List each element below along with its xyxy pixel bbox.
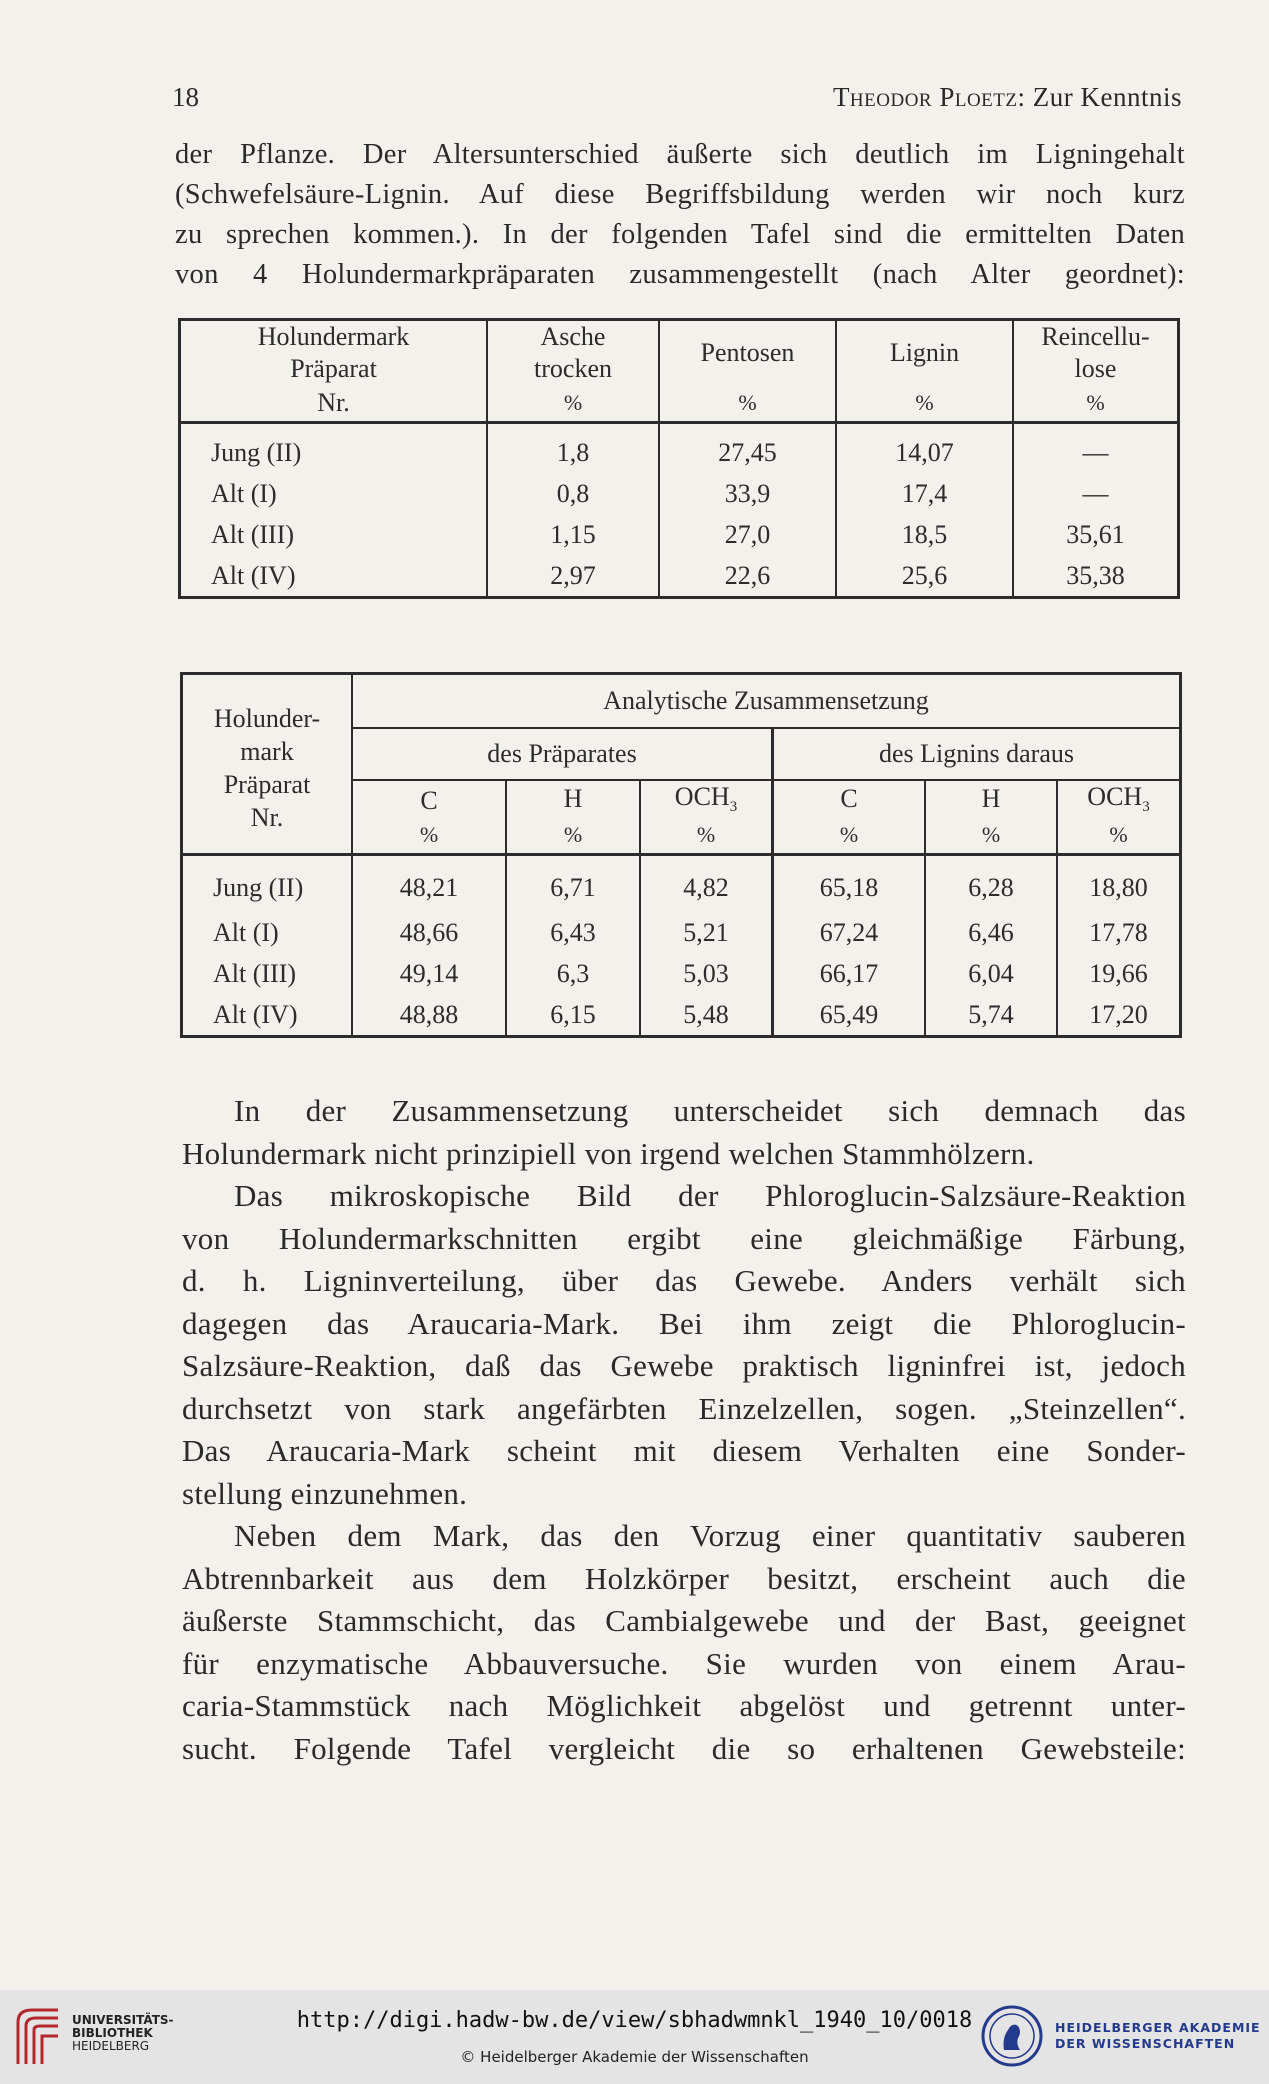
header-text: lose <box>1074 354 1117 383</box>
cell: 67,24 <box>773 912 926 953</box>
table-ash-pentosan-lignin <box>178 318 1180 599</box>
col-h-lignin: H <box>925 780 1057 817</box>
text-line: Das Araucaria-Mark scheint mit diesem Verhalten eine Sonder- <box>182 1433 1186 1468</box>
cell: 4,82 <box>640 855 773 913</box>
cell: 19,66 <box>1057 953 1181 994</box>
table-elemental-analysis <box>180 672 1182 1038</box>
text-line: der Pflanze. Der Altersunterschied äußerte sich deutlich im Ligningehalt <box>175 139 1185 170</box>
cell: 6,15 <box>506 994 640 1037</box>
group-header-analysis: Analytische Zusammensetzung <box>352 674 1181 729</box>
cell: 22,6 <box>659 555 836 598</box>
text-line: durchsetzt von stark angefärbten Einzelzellen, sogen. „Steinzellen“. <box>182 1390 1186 1426</box>
cell: 17,4 <box>836 473 1013 514</box>
cell: — <box>1013 473 1179 514</box>
text-line: stellung einzunehmen. <box>182 1475 468 1511</box>
table-row <box>182 855 1181 913</box>
ub-line: UNIVERSITÄTS- <box>72 2013 174 2027</box>
row-label: Alt (III) <box>211 519 295 549</box>
table-row <box>180 514 1179 555</box>
cell: 5,03 <box>640 953 773 994</box>
header-text: Asche <box>540 322 606 351</box>
col-c: C <box>352 780 506 817</box>
text-line: dagegen das Araucaria-Mark. Bei ihm zeigt die Phloroglucin- <box>182 1305 1186 1341</box>
cell: 27,45 <box>659 423 836 474</box>
cell: 18,5 <box>836 514 1013 555</box>
row-label: Alt (I) <box>211 478 277 508</box>
text-line: Abtrennbarkeit aus dem Holzkörper besitzt, erscheint auch die <box>182 1560 1186 1596</box>
header-text: Holundermark <box>257 322 410 351</box>
cell: 18,80 <box>1057 855 1181 913</box>
cell: 5,21 <box>640 912 773 953</box>
col-header-lignin: Lignin <box>836 320 1013 386</box>
cell: 6,71 <box>506 855 640 913</box>
cell: 66,17 <box>773 953 926 994</box>
hak-line: HEIDELBERGER AKADEMIE <box>1055 2020 1261 2035</box>
cell: 35,61 <box>1013 514 1179 555</box>
cell: 65,18 <box>773 855 926 913</box>
text-line: Salzsäure-Reaktion, daß das Gewebe praktisch ligninfrei ist, jedoch <box>182 1348 1186 1383</box>
academy-name <box>1055 2020 1261 2052</box>
col-header-preparation <box>182 674 353 855</box>
text-line: sucht. Folgende Tafel vergleicht die so erhaltenen Gewebsteile: <box>182 1730 1186 1766</box>
text-line: zu sprechen kommen.). In der folgenden Tafel sind die ermittelten Daten <box>175 219 1185 250</box>
unit-percent: % <box>925 817 1057 855</box>
cell: 0,8 <box>487 473 659 514</box>
row-label: Alt (III) <box>213 958 297 988</box>
cell: 25,6 <box>836 555 1013 598</box>
row-label: Alt (IV) <box>213 999 298 1029</box>
text-line: von Holundermarkschnitten ergibt eine gleichmäßige Färbung, <box>182 1220 1186 1256</box>
intro-paragraph <box>175 135 1185 295</box>
body-text <box>182 1090 1186 1770</box>
header-text: Präparat <box>290 354 377 383</box>
cell: 1,15 <box>487 514 659 555</box>
ub-line: HEIDELBERG <box>72 2039 150 2053</box>
hak-line: DER WISSENSCHAFTEN <box>1055 2036 1236 2051</box>
text-line: Holundermark nicht prinzipiell von irgend welchen Stammhölzern. <box>182 1135 1035 1171</box>
och-text: OCH <box>1087 781 1143 811</box>
col-h: H <box>506 780 640 817</box>
title-rest: : Zur Kenntnis <box>1017 82 1182 112</box>
cell: 48,66 <box>352 912 506 953</box>
row-label: Alt (IV) <box>211 560 296 590</box>
cell: 14,07 <box>836 423 1013 474</box>
text-line: (Schwefelsäure-Lignin. Auf diese Begriffsbildung werden wir noch kurz <box>175 179 1185 210</box>
unit-percent: % <box>506 817 640 855</box>
cell: 2,97 <box>487 555 659 598</box>
unit-percent: % <box>836 385 1013 423</box>
header-text: mark <box>240 737 294 766</box>
cell: 17,20 <box>1057 994 1181 1037</box>
header-text: trocken <box>534 354 612 383</box>
row-header-nr: Nr. <box>180 385 488 423</box>
table-row <box>180 555 1179 598</box>
ub-line: BIBLIOTHEK <box>72 2026 153 2040</box>
table-row <box>180 473 1179 514</box>
unit-percent: % <box>773 817 926 855</box>
text-line: d. h. Ligninverteilung, über das Gewebe. Anders verhält sich <box>182 1263 1186 1298</box>
author-name: Theodor Ploetz <box>832 82 1018 112</box>
text-line: In der Zusammensetzung unterscheidet sich demnach das <box>234 1093 1186 1128</box>
cell: 27,0 <box>659 514 836 555</box>
header-text: Holunder- <box>213 704 321 733</box>
cell: 6,3 <box>506 953 640 994</box>
table-row <box>182 953 1181 994</box>
unit-percent: % <box>352 817 506 855</box>
cell: 6,43 <box>506 912 640 953</box>
text-line: äußerste Stammschicht, das Cambialgewebe und der Bast, geeignet <box>182 1603 1186 1638</box>
col-header-pentosen: Pentosen <box>659 320 836 386</box>
col-header-ash <box>487 320 659 386</box>
header-text: Nr. <box>250 803 284 832</box>
cell: 6,28 <box>925 855 1057 913</box>
table-row <box>182 912 1181 953</box>
row-label: Alt (I) <box>213 917 279 947</box>
och-text: OCH <box>674 781 730 811</box>
cell: 65,49 <box>773 994 926 1037</box>
cell: 1,8 <box>487 423 659 474</box>
cell: 6,04 <box>925 953 1057 994</box>
col-header-preparation <box>180 320 488 386</box>
digitization-footer <box>0 1990 1269 2084</box>
cell: 48,88 <box>352 994 506 1037</box>
cell: 6,46 <box>925 912 1057 953</box>
text-line: von 4 Holundermarkpräparaten zusammengestellt (nach Alter geordnet): <box>175 259 1185 290</box>
subscript-3: 3 <box>729 799 738 816</box>
unit-percent: % <box>1057 817 1181 855</box>
cell: 5,74 <box>925 994 1057 1037</box>
cell: 48,21 <box>352 855 506 913</box>
cell: — <box>1013 423 1179 474</box>
cell: 17,78 <box>1057 912 1181 953</box>
running-header <box>172 82 1182 122</box>
table-row <box>182 994 1181 1037</box>
text-line: für enzymatische Abbauversuche. Sie wurden von einem Arau- <box>182 1645 1186 1681</box>
copyright-notice: © Heidelberger Akademie der Wissenschaften <box>460 2048 809 2066</box>
row-label: Jung (II) <box>182 855 353 913</box>
unit-percent: % <box>487 385 659 423</box>
table-row <box>180 423 1179 474</box>
permalink-url[interactable]: http://digi.hadw-bw.de/view/sbhadwmnkl_1940_10/0018 <box>296 2008 973 2033</box>
cell: 35,38 <box>1013 555 1179 598</box>
text-line: Neben dem Mark, das den Vorzug einer quantitativ sauberen <box>234 1518 1186 1553</box>
subgroup-preparation: des Präparates <box>352 728 773 780</box>
cell: 5,48 <box>640 994 773 1037</box>
unit-percent: % <box>659 385 836 423</box>
cell: 33,9 <box>659 473 836 514</box>
page-number: 18 <box>172 82 199 112</box>
unit-percent: % <box>1013 385 1179 423</box>
header-text: Reincellu- <box>1041 322 1150 351</box>
col-header-reincellulose <box>1013 320 1179 386</box>
col-c-lignin: C <box>773 780 926 817</box>
academy-seal-icon <box>980 2004 1044 2068</box>
col-och3-lignin <box>1057 780 1181 817</box>
text-line: caria-Stammstück nach Möglichkeit abgelöst und getrennt unter- <box>182 1688 1186 1723</box>
subgroup-lignin: des Lignins daraus <box>773 728 1181 780</box>
row-label: Jung (II) <box>211 437 302 467</box>
subscript-3: 3 <box>1142 799 1150 816</box>
running-title <box>833 82 1182 113</box>
cell: 49,14 <box>352 953 506 994</box>
col-och3 <box>640 780 773 817</box>
unit-percent: % <box>640 817 773 855</box>
header-text: Präparat <box>223 770 311 799</box>
text-line: Das mikroskopische Bild der Phloroglucin-Salzsäure-Reaktion <box>234 1178 1186 1213</box>
